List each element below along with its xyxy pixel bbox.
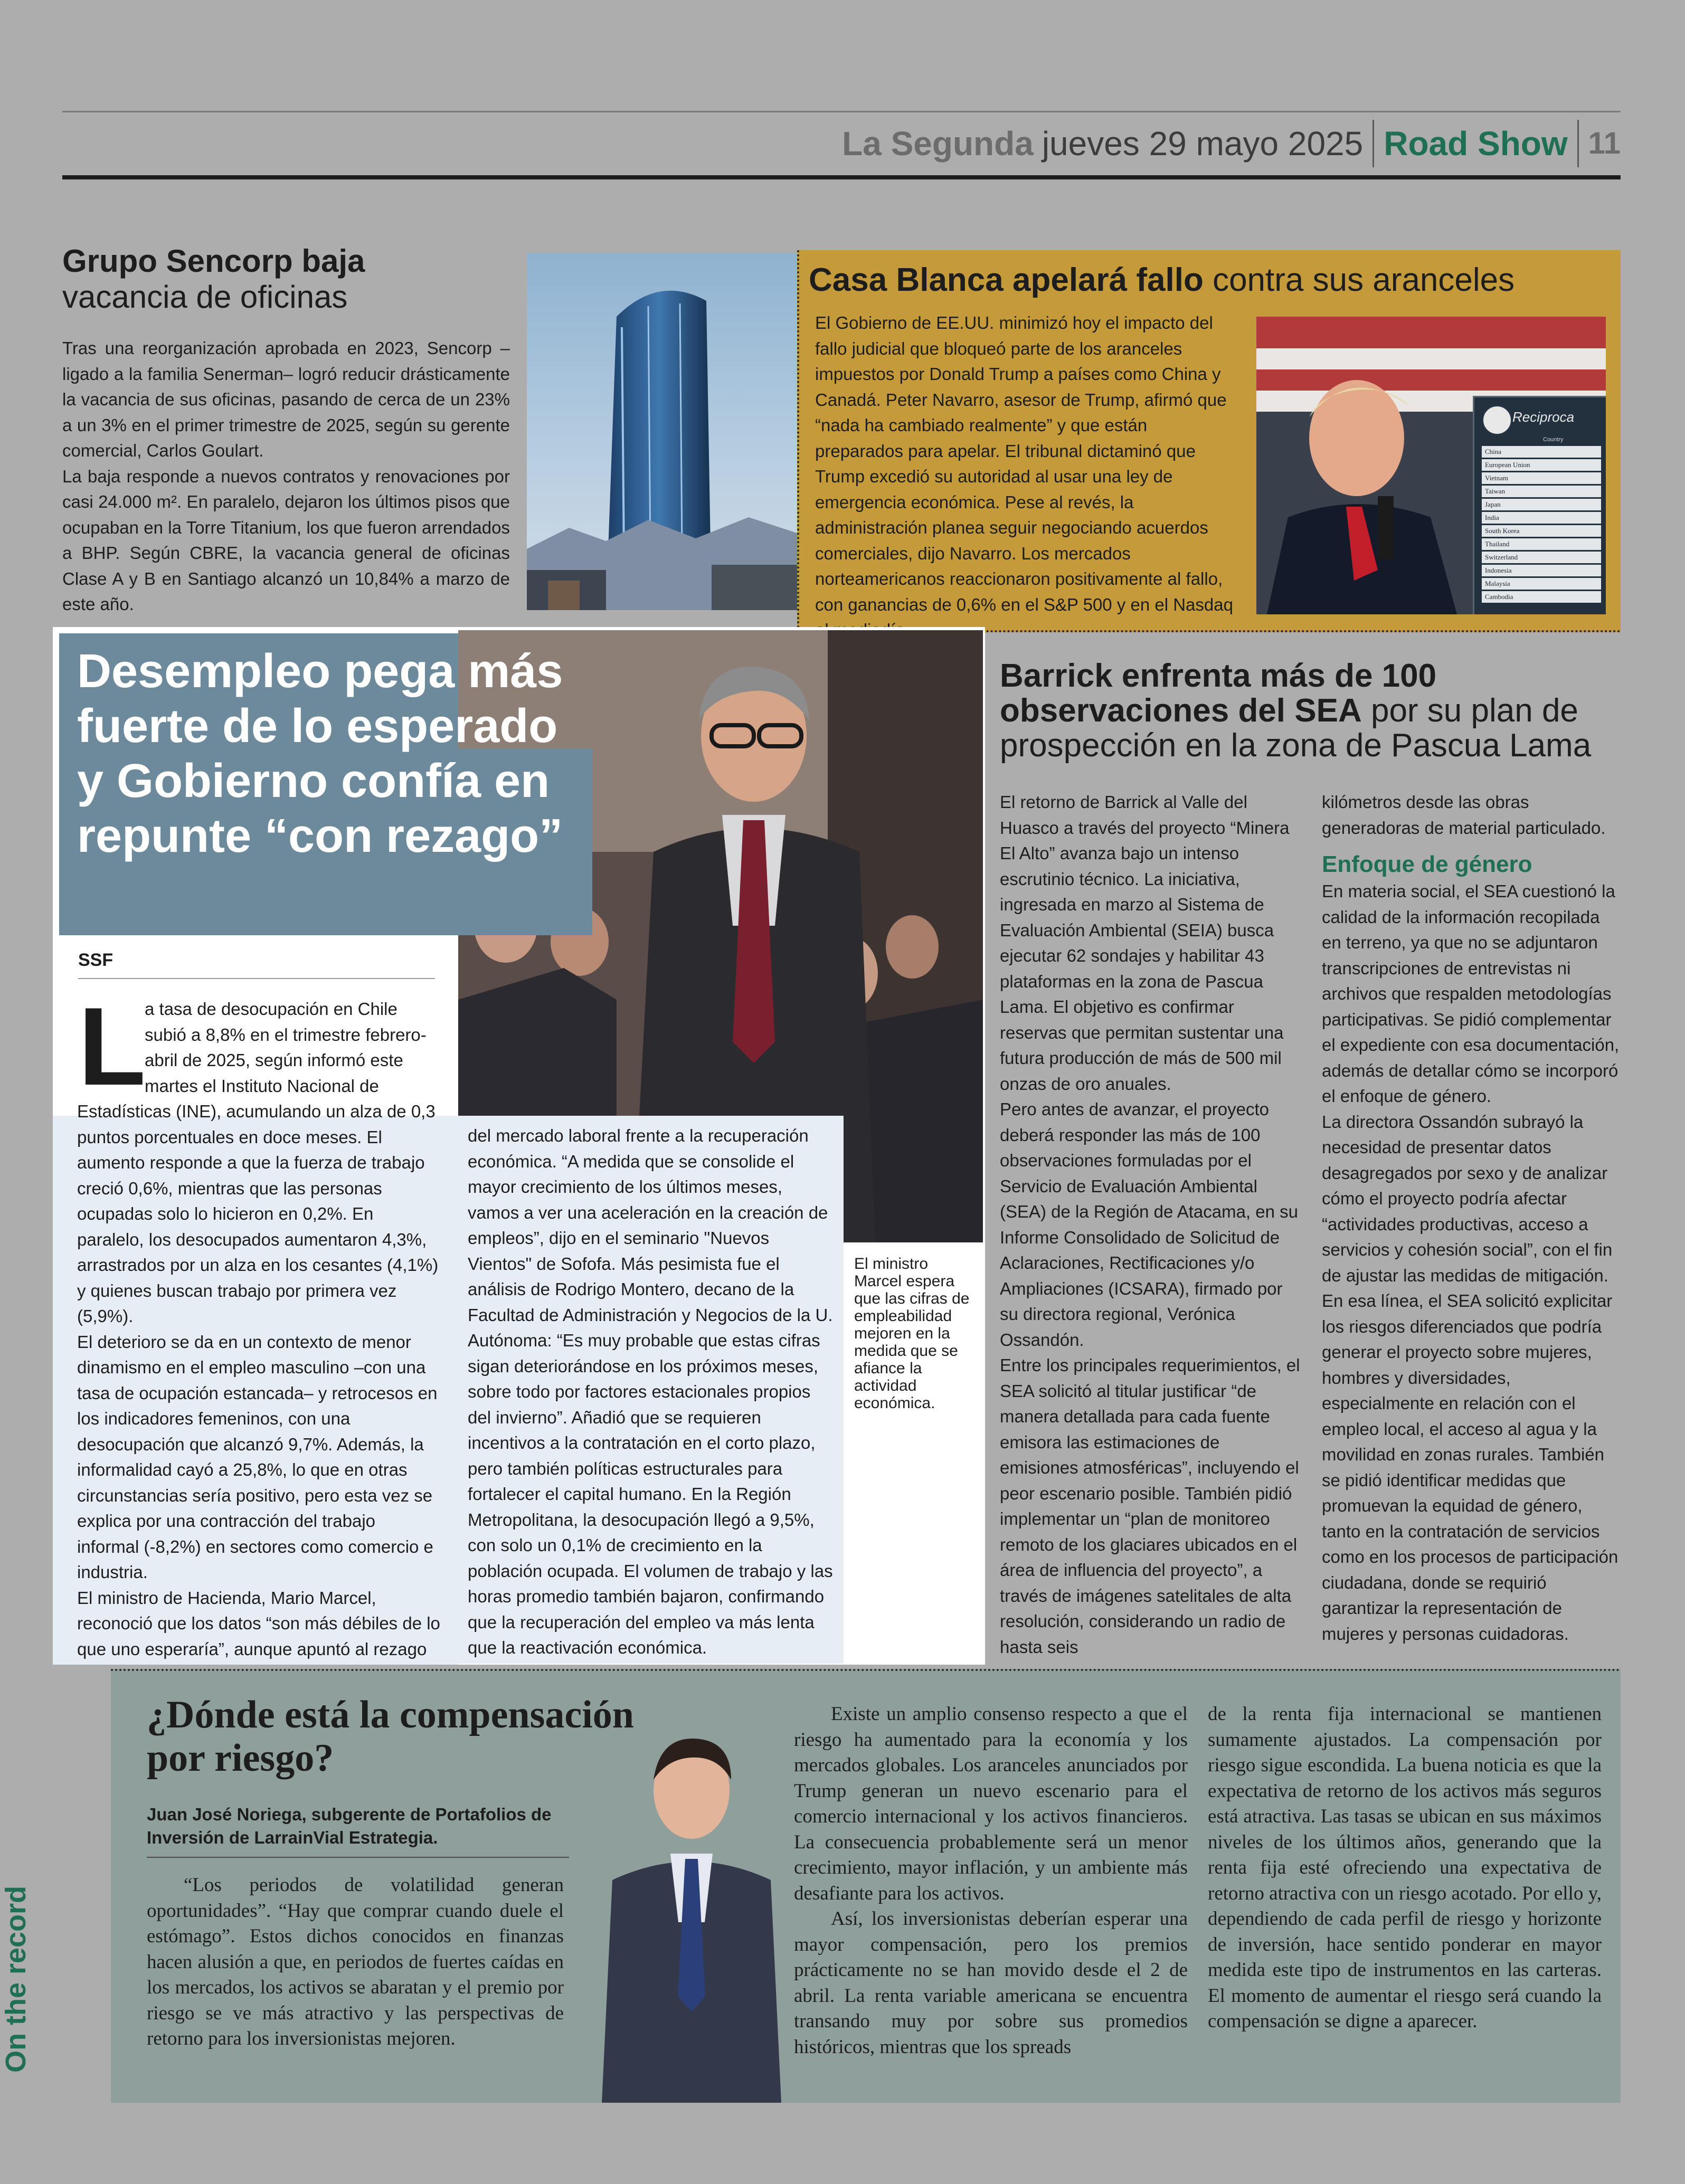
board-row: Indonesia <box>1482 565 1601 576</box>
barrick-paragraph: En materia social, el SEA cuestionó la calidad de la información recopilada en terreno, ya que no se adjuntaron transcripciones de entrevistas ni archivos que respalden metodologías participativas. Se pidió complementar el expediente con esa documentación, además de detallar cómo se incorporó el enfoque de género. <box>1322 881 1620 1106</box>
opinion-byline: Juan José Noriega, subgerente de Portafolios de Inversión de LarrainVial Estrategia. <box>147 1803 569 1858</box>
desempleo-paragraph: del mercado laboral frente a la recuperación económica. “A medida que se consolide el mayor crecimiento de los últimos meses, vamos a ver una aceleración en la creación de empleos”, dijo en el seminario "Nuevos Vientos" de Sofofa. Más pesimista fue el análisis de Rodrigo Montero, decano de la Facultad de Administración y Negocios de la U. Autónoma: “Es muy probable que estas cifras sigan deteriorándose en los próximos meses, sobre todo por factores estacionales propios del invierno”. Añadió que se requieren incentivos a la contratación en el corto plazo, pero también políticas estructurales para fortalecer el capital humano. En la Región Metropolitana, la desocupación llegó a 9,5%, con solo un 0,1% de crecimiento en la población ocupada. El volumen de trabajo y las horas promedio también bajaron, confirmando que la recuperación del empleo va más lenta que la reactivación económica. <box>468 1126 833 1657</box>
barrick-headline-bold: Barrick enfrenta más de 100 observaciones del SEA <box>1000 658 1437 729</box>
desempleo-lead-text: a tasa de desocupación en Chile subió a 8,8% en el trimestre febrero-abril de 2025, según informó este martes el Instituto Nacional de <box>145 999 427 1096</box>
titanium-tower-photo <box>527 253 797 610</box>
section-name: Road Show <box>1384 124 1568 163</box>
sencorp-body <box>62 336 510 618</box>
barrick-paragraph: Entre los principales requerimientos, el SEA solicitó al titular justificar “de manera detallada para cada fuente emisora las estimaciones de emisiones atmosféricas”, incluyendo el peor escenario posible. También pidió implementar un “plan de monitoreo remoto de los glaciares ubicados en el área de influencia del proyecto”, a través de imágenes satelitales de alta resolución, considerando un radio de hasta seis <box>1000 1355 1300 1657</box>
board-heading: Reciproca <box>1512 409 1575 425</box>
barrick-headline-light: por su plan de prospección en la zona de Pascua Lama <box>1000 692 1592 764</box>
board-row: Switzerland <box>1482 552 1601 563</box>
casa-blanca-paragraph: El Gobierno de EE.UU. minimizó hoy el impacto del fallo judicial que bloqueó parte de los aranceles impuestos por Donald Trump a países como China y Canadá. Peter Navarro, asesor de Trump, afirmó que “nada ha cambiado realmente” y que están preparados para apelar. El tribunal dictaminó que Trump excedió su autoridad al usar una ley de emergencia económica. Pese al revés, la administración planea seguir negociando acuerdos comerciales, dijo Navarro. Los mercados norteamericanos reaccionaron positivamente al fallo, con ganancias de 0,6% en el S&P 500 y en el Nasdaq <box>815 313 1233 614</box>
board-subheading: Country <box>1543 436 1564 443</box>
opinion-col1 <box>147 1873 564 2052</box>
sencorp-headline <box>62 243 522 315</box>
page-number: 11 <box>1588 126 1621 160</box>
desempleo-col2 <box>468 1123 834 1661</box>
tariff-board <box>1473 396 1606 614</box>
barrick-headline <box>1000 659 1617 763</box>
desempleo-paragraph: El deterioro se da en un contexto de menor dinamismo en el empleo masculino –con una tasa de ocupación estancada– y retrocesos en los indicadores femeninos, con una desocupación que alcanzó 9,7%. Además, la informalidad cayó a 25,8%, lo que en otras circunstancias sería positivo, pero esta vez se explica por una contracción del trabajo informal (-8,2%) en sectores como comercio e industria. <box>77 1332 438 1582</box>
desempleo-lead <box>77 984 440 1108</box>
barrick-col1 <box>1000 790 1303 1660</box>
opinion-col2 <box>794 1702 1188 2060</box>
opinion-paragraph: Así, los inversionistas deberían esperar una mayor compensación, pero los premios prácticamente no se han movido desde el 2 de abril. La renta variable americana se encuentra transando muy por sobre sus promedios históricos, mientras que los spreads <box>794 1908 1188 2058</box>
issue-date: jueves 29 mayo 2025 <box>1042 124 1364 163</box>
barrick-paragraph: kilómetros desde las obras generadoras de material particulado. <box>1322 792 1606 838</box>
opinion-headline: ¿Dónde está la compensación por riesgo? <box>147 1693 634 1780</box>
casa-blanca-headline-light: contra sus aranceles <box>1213 262 1515 298</box>
drop-cap: L <box>78 984 146 1108</box>
opinion-paragraph: “Los periodos de volatilidad generan oportunidades”. “Hay que comprar cuando duele el estómago”. Estos dichos conocidos en finanzas hacen alusión a que, en periodos de fuertes caídas en los mercados, los activos se abaratan y el premio por riesgo se ve más atractivo y las perspectivas de retorno para los inversionistas mejoren. <box>147 1874 564 2049</box>
sencorp-headline-light: vacancia de oficinas <box>62 279 348 315</box>
desempleo-headline: Desempleo pega más fuerte de lo esperado y Gobierno confía en repunte “con rezago” <box>77 645 563 862</box>
on-the-record-label: On the record <box>0 1885 32 2073</box>
on-the-record-sidebar <box>79 1669 112 2103</box>
board-row: Cambodia <box>1482 591 1601 603</box>
barrick-paragraph: La directora Ossandón subrayó la necesidad de presentar datos desagregados por sexo y de analizar cómo el proyecto podría afectar “actividades productivas, acceso a servicios y cohesión social”, con el fin de ajustar las medidas de mitigación. En esa línea, el SEA solicitó explicitar los riesgos diferenciados que podría generar el proyecto sobre mujeres, hombres y diversidades, especialmente en relación con el empleo local, el acceso al agua y la movilidad en zonas rurales. También se pidió identificar medidas que promuevan la equidad de género, tanto en la contratación de servicios como en los procesos de participación ciudadana, donde se requirió garantizar la representación de mujeres y personas cuidadoras. <box>1322 1112 1618 1644</box>
desempleo-paragraph: El ministro de Hacienda, Mario Marcel, reconoció que los datos “son más débiles de lo que uno esperaría”, aunque apuntó al rezago <box>77 1588 440 1659</box>
opinion-paragraph: de la renta fija internacional se mantienen sumamente ajustados. La compensación por riesgo sigue escondida. La buena noticia es que la expectativa de retorno de los activos más seguros está atractiva. Las tasas se ubican en sus máximos niveles de los últimos años, generando que la renta fija esté ofreciendo una expectativa de retorno atractiva con un riesgo acotado. Por ello y, dependiendo de cada perfil de riesgo y horizonte de inversión, hace sentido ponderar en mayor medida este tipo de instrumentos en las carteras. El momento de aumentar el riesgo será cuando la compensación se digne a aparecer. <box>1208 1703 1602 2032</box>
trump-podium-photo <box>1256 317 1606 614</box>
header-divider <box>1372 120 1374 167</box>
desempleo-byline: SSF <box>78 950 435 979</box>
seal-icon <box>1482 405 1512 435</box>
board-row: Malaysia <box>1482 578 1601 590</box>
board-country-list <box>1482 446 1601 604</box>
header-divider <box>1577 120 1579 167</box>
barrick-subhead: Enfoque de género <box>1322 851 1532 877</box>
board-row: China <box>1482 446 1601 458</box>
photo-caption: El ministro Marcel espera que las cifras de empleabilidad mejoren en la medida que se afiance la actividad económica. <box>854 1255 970 1412</box>
newspaper-name: La Segunda <box>842 124 1034 163</box>
sencorp-paragraph: Tras una reorganización aprobada en 2023, Sencorp –ligado a la familia Senerman– logró reducir drásticamente la vacancia de sus oficinas, pasando de cerca de un 23% a un 3% en el primer trimestre de 2025, según su gerente comercial, Carlos Goulart. <box>62 338 510 460</box>
sencorp-headline-bold: Grupo Sencorp baja <box>62 243 365 279</box>
sencorp-paragraph: La baja responde a nuevos contratos y renovaciones por casi 24.000 m². En paralelo, dejaron los últimos pisos que ocupaban en la Torre Titanium, los que fueron arrendados a BHP. Según CBRE, la vacancia general de oficinas Clase A y B en Santiago alcanzó un 10,84% a marzo de este año. <box>62 466 510 614</box>
desempleo-col1 <box>77 984 440 1662</box>
header-bottom-rule <box>62 175 1621 179</box>
opinion-col3 <box>1208 1702 1602 2035</box>
casa-blanca-headline-bold: Casa Blanca apelará fallo <box>809 262 1204 298</box>
noriega-photo <box>581 1701 792 2103</box>
opinion-paragraph: Existe un amplio consenso respecto a que el riesgo ha aumentado para la economía y los mercados globales. Los aranceles anunciados por Trump generan un nuevo escenario para el comercio internacional y los activos financieros. La consecuencia probablemente será un menor crecimiento, mayor inflación, y un ambiente más desafiante para los activos. <box>794 1703 1188 1904</box>
casa-blanca-body <box>815 310 1237 643</box>
board-row: Japan <box>1482 499 1601 510</box>
barrick-paragraph: El retorno de Barrick al Valle del Huasco a través del proyecto “Minera El Alto” avanza bajo un intenso escrutinio técnico. La iniciativa, ingresada en marzo al Sistema de Evaluación Ambiental (SEIA) busca ejecutar 62 sondajes y habilitar 43 plataformas en la zona de Pascua Lama. El objetivo es confirmar reservas que permitan sustentar una futura producción de más de 500 mil onzas de oro anuales. <box>1000 792 1290 1094</box>
page-header <box>842 113 1621 174</box>
casa-blanca-headline <box>809 262 1611 299</box>
header-top-rule <box>62 111 1621 112</box>
barrick-col2 <box>1322 790 1621 1647</box>
board-row: South Korea <box>1482 525 1601 537</box>
board-row: Thailand <box>1482 538 1601 550</box>
board-row: Taiwan <box>1482 486 1601 497</box>
board-row: Vietnam <box>1482 472 1601 484</box>
barrick-paragraph: Pero antes de avanzar, el proyecto deberá responder las más de 100 observaciones formuladas por el Servicio de Evaluación Ambiental (SEA) de la Región de Atacama, en su Informe Consolidado de Solicitud de Aclaraciones, Rectificaciones y/o Ampliaciones (ICSARA), firmado por su directora regional, Verónica Ossandón. <box>1000 1099 1298 1350</box>
board-row: European Union <box>1482 459 1601 471</box>
desempleo-paragraph: Estadísticas (INE), acumulando un alza de 0,3 puntos porcentuales en doce meses. El aumento responde a que la fuerza de trabajo creció 0,6%, mientras que las personas ocupadas solo lo hicieron en 0,2%. En paralelo, los desocupados aumentaron 4,3%, arrastrados por un alza en los cesantes (4,1%) y quienes buscan trabajo por primera vez (5,9%). <box>77 1102 439 1326</box>
board-row: India <box>1482 512 1601 524</box>
